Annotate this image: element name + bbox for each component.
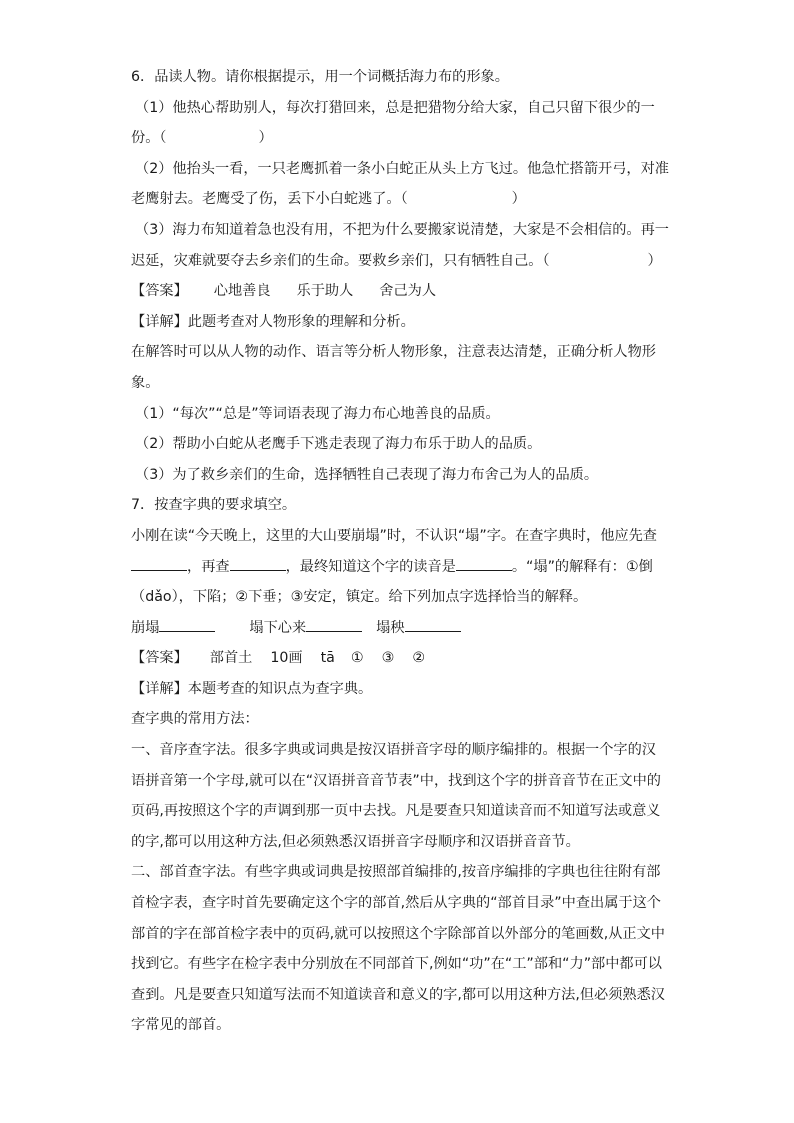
q6-detail-row	[131, 307, 671, 338]
q7-method-title: 查字典的常用方法：	[131, 711, 259, 728]
q7-answer-label: 【答案】	[131, 650, 188, 667]
q6-answer-2: 乐于助人	[296, 283, 354, 300]
q7-method1-line4: 的字,都可以用这种方法,但必须熟悉汉语拼音字母顺序和汉语拼音音节。	[131, 833, 580, 850]
q6-part1-text: 份。（	[131, 130, 167, 147]
q7-word-row	[131, 613, 671, 644]
q7-detail-row	[131, 674, 671, 705]
q7-text-line3: （dǎo），下陷；②下垂；③安定，镇定。给下列加点字选择恰当的解释。	[131, 589, 588, 606]
q7-word-blank-1[interactable]	[159, 617, 215, 632]
q6-answer-3: 舍己为人	[379, 283, 437, 300]
q6-part1-line1: （1）他热心帮助别人，每次打猎回来，总是把猎物分给大家，自己只留下很少的一	[135, 99, 655, 116]
q6-part2-close: ）	[511, 191, 526, 208]
q7-answer-6: ②	[412, 650, 426, 667]
q7-method2-line4: 找到它。有些字在检字表中分别放在不同部首下,例如“功”在“工”部和“力”部中都可以	[131, 956, 662, 973]
q7-method1-line2: 语拼音第一个字母,就可以在“汉语拼音音节表”中，找到这个字的拼音音节在正文中的	[131, 772, 661, 789]
q6-part3-line2	[131, 246, 671, 277]
q7-detail-text: 本题考查的知识点为查字典。	[187, 680, 373, 697]
q7-method2-line2: 首检字表，查字时首先要确定这个字的部首,然后从字典的“部首目录”中查出属于这个	[131, 895, 661, 912]
q7-method2-line3: 部首的字在部首检字表中的页码,就可以按照这个字除部首以外部分的笔画数,从正文中	[131, 925, 665, 942]
q7-word-2: 塌下心来	[249, 619, 307, 636]
q6-detail-item-3: （3）为了救乡亲们的生命，选择牺牲自己表现了海力布舍己为人的品质。	[135, 466, 599, 483]
q6-answer-row	[131, 276, 671, 307]
q7-detail-label: 【详解】	[131, 680, 188, 697]
q7-word-blank-2[interactable]	[306, 617, 362, 632]
q6-part1-close: ）	[258, 130, 273, 147]
q6-detail-line2: 象。	[131, 374, 160, 391]
q7-method1-line1: 一、音序查字法。很多字典或词典是按汉语拼音字母的顺序编排的。根据一个字的汉	[131, 742, 656, 759]
q6-title: 6．品读人物。请你根据提示，用一个词概括海力布的形象。	[131, 69, 509, 85]
q7-word-1: 崩塌	[131, 619, 160, 636]
q6-part3-text: 迟延，灾难就要夺去乡亲们的生命。要救乡亲们，只有牺牲自己。（	[131, 252, 550, 269]
q7-text-segment-b: ，最终知道这个字的读音是	[285, 558, 456, 575]
q7-answer-3: tā	[320, 650, 335, 667]
q7-answer-1: 部首土	[209, 650, 253, 667]
q6-answer-label: 【答案】	[131, 283, 188, 300]
q6-part1-line2	[131, 123, 671, 154]
q6-part2-line1: （2）他抬头一看，一只老鹰抓着一条小白蛇正从头上方飞过。他急忙搭箭开弓，对准	[135, 160, 669, 177]
q6-part3-line1: （3）海力布知道着急也没有用，不把为什么要搬家说清楚，大家是不会相信的。再一	[135, 221, 669, 238]
q7-text-line2	[131, 552, 671, 583]
q7-text-segment-c: 。“塌”的解释有：①倒	[511, 558, 653, 575]
q6-answer-1: 心地善良	[213, 283, 271, 300]
q7-answer-2: 10画	[270, 650, 303, 667]
q7-answer-4: ①	[350, 650, 364, 667]
q7-method2-line6: 字常见的部首。	[131, 1017, 231, 1034]
document-page	[131, 62, 671, 1041]
q6-detail-label: 【详解】	[131, 313, 188, 330]
q7-blank-2[interactable]	[230, 556, 286, 571]
q6-detail-item-2: （2）帮助小白蛇从老鹰手下逃走表现了海力布乐于助人的品质。	[135, 436, 542, 453]
q7-method2-line5: 查到。凡是要查只知道写法而不知道读音和意义的字,都可以用这种方法,但必须熟悉汉	[131, 986, 665, 1003]
q7-method2-line1: 二、部首查字法。有些字典或词典是按照部首编排的,按音序编排的字典也往往附有部	[131, 864, 661, 881]
q6-detail-item-1: （1）“每次”“总是”等词语表现了海力布心地善良的品质。	[135, 405, 500, 422]
q7-title: 7．按查字典的要求填空。	[131, 497, 297, 514]
q6-detail-line1: 在解答时可以从人物的动作、语言等分析人物形象，注意表达清楚，正确分析人物形	[131, 344, 656, 361]
q6-part3-close: ）	[647, 252, 662, 269]
q7-answer-5: ③	[381, 650, 395, 667]
q6-part2-text: 老鹰射去。老鹰受了伤，丢下小白蛇逃了。（	[131, 191, 408, 208]
q7-blank-3[interactable]	[456, 556, 512, 571]
q6-detail-text: 此题考查对人物形象的理解和分析。	[187, 313, 415, 330]
q7-method1-line3: 页码,再按照这个字的声调到那一页中去找。凡是要查只知道读音而不知道写法或意义	[131, 803, 661, 820]
q6-part2-line2	[131, 184, 671, 215]
q7-word-blank-3[interactable]	[405, 617, 461, 632]
q7-text-line1: 小刚在读“今天晚上，这里的大山要崩塌”时，不认识“塌”字。在查字典时，他应先查	[131, 527, 657, 544]
q7-answer-row	[131, 643, 671, 674]
q7-blank-1[interactable]	[131, 556, 187, 571]
q7-text-segment-a: ，再查	[187, 558, 230, 575]
q7-word-3: 塌秧	[376, 619, 405, 636]
